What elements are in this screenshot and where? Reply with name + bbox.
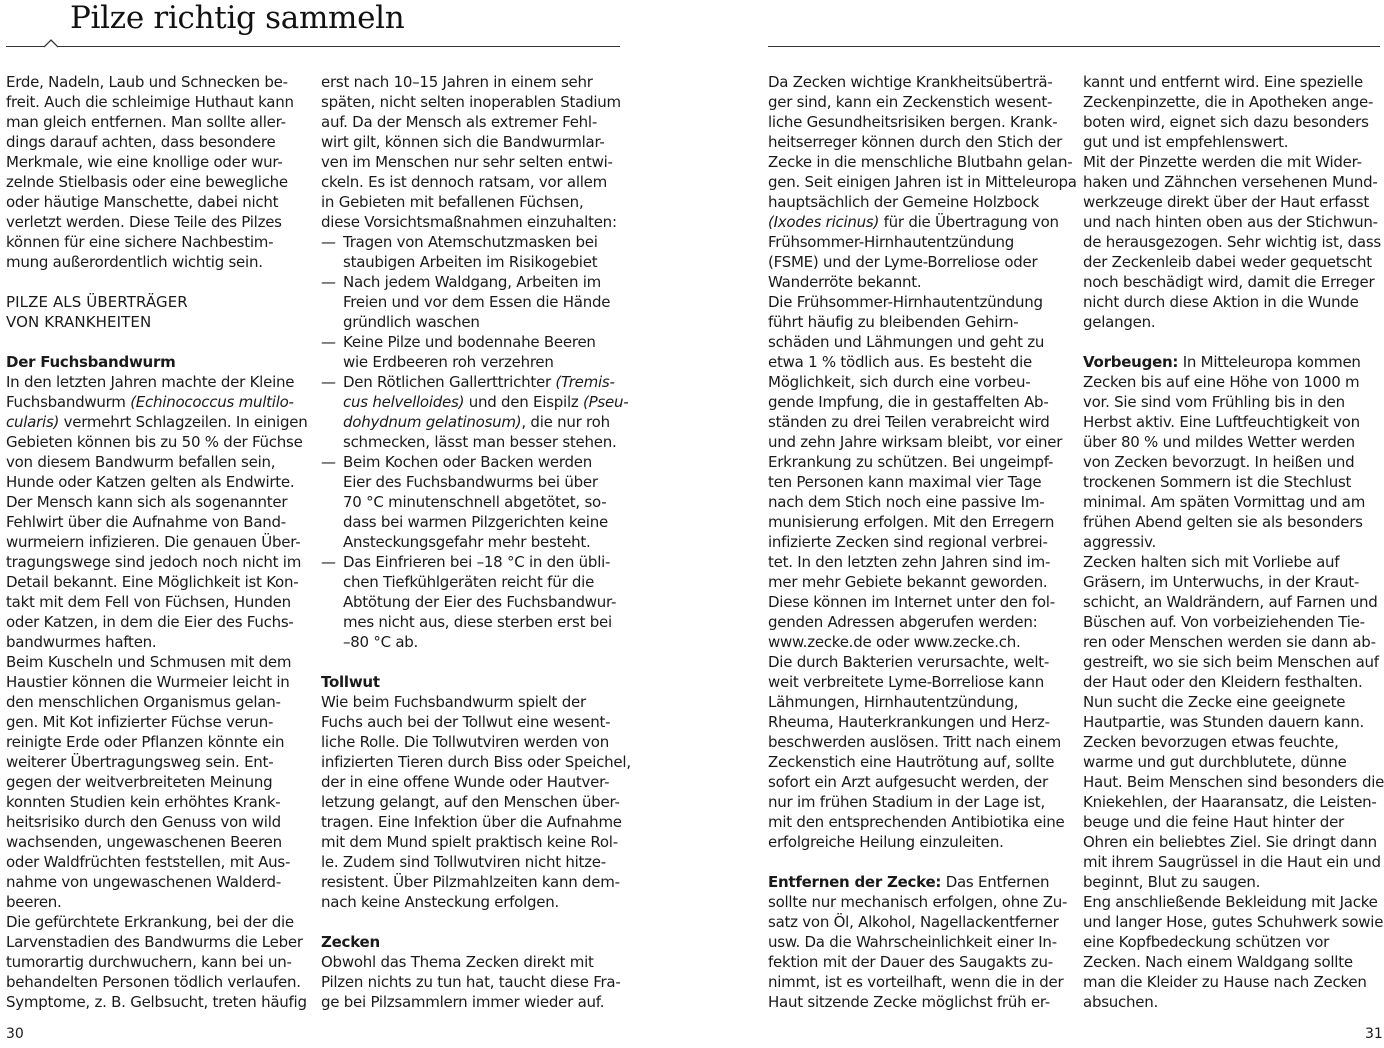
text-line bbox=[321, 492, 621, 512]
text-line bbox=[321, 572, 621, 592]
column-4 bbox=[1083, 72, 1383, 1012]
text-line: Zecken. Nach einem Waldgang sollte bbox=[1083, 953, 1353, 971]
text-line bbox=[768, 872, 1068, 892]
text-line: schäden und Lähmungen und geht zu bbox=[768, 333, 1045, 351]
text-run: Abtötung der Eier des Fuchsbandwur- bbox=[343, 593, 617, 611]
text-line: ckeln. Es ist dennoch ratsam, vor allem bbox=[321, 173, 607, 191]
text-line: und langer Hose, gutes Schuhwerk sowie bbox=[1083, 913, 1384, 931]
text-line: gende Impfung, die in gestaffelten Ab- bbox=[768, 393, 1049, 411]
text-line: freit. Auch die schleimige Huthaut kann bbox=[6, 93, 294, 111]
text-line bbox=[6, 412, 306, 432]
text-line: Wanderröte bekannt. bbox=[768, 273, 922, 291]
text-line bbox=[321, 472, 621, 492]
text-line: Gräsern, im Unterwuchs, in der Kraut- bbox=[1083, 573, 1360, 591]
text-line: Symptome, z. B. Gelbsucht, treten häufig bbox=[6, 993, 307, 1011]
text-line: beschwerden auslösen. Tritt nach einem bbox=[768, 733, 1061, 751]
text-line: resistent. Über Pilzmahlzeiten kann dem- bbox=[321, 873, 620, 891]
section-heading: PILZE ALS ÜBERTRÄGER bbox=[6, 293, 188, 311]
text-line: von diesem Bandwurm befallen sein, bbox=[6, 453, 276, 471]
text-line: beginnt, Blut zu saugen. bbox=[1083, 873, 1261, 891]
text-line: warme und gut durchblutete, dünne bbox=[1083, 753, 1347, 771]
text-line bbox=[1083, 332, 1383, 352]
text-line bbox=[321, 532, 621, 552]
text-line: Fuchs auch bei der Tollwut eine wesent- bbox=[321, 713, 611, 731]
text-line: Gebieten können bis zu 50 % der Füchse bbox=[6, 433, 303, 451]
text-line bbox=[321, 372, 621, 392]
text-line: haken und Zähnchen versehenen Mund- bbox=[1083, 173, 1378, 191]
text-line: auf. Da der Mensch als extremer Fehl- bbox=[321, 113, 598, 131]
text-line: liche Rolle. Die Tollwutviren werden von bbox=[321, 733, 609, 751]
text-line: Nun sucht die Zecke eine geeignete bbox=[1083, 693, 1346, 711]
text-line bbox=[6, 272, 306, 292]
text-line: Wie beim Fuchsbandwurm spielt der bbox=[321, 693, 586, 711]
text-line: und nach hinten oben aus der Stichwun- bbox=[1083, 213, 1378, 231]
text-run: , die nur roh bbox=[521, 413, 610, 431]
text-line bbox=[321, 912, 621, 932]
text-line: Haut sitzende Zecke möglichst früh er- bbox=[768, 993, 1050, 1011]
text-run: –80 °C ab. bbox=[343, 633, 419, 651]
text-line: den menschlichen Organismus gelan- bbox=[6, 693, 281, 711]
text-line bbox=[321, 632, 621, 652]
text-line: Ohren ein beliebtes Ziel. Sie dringt dann bbox=[1083, 833, 1377, 851]
text-line: hauptsächlich der Gemeine Holzbock bbox=[768, 193, 1039, 211]
text-line: liche Gesundheitsrisiken bergen. Krank- bbox=[768, 113, 1058, 131]
text-line: nahme von ungewaschenen Walderd- bbox=[6, 873, 281, 891]
text-line: nimmt, ist es vorteilhaft, wenn die in der bbox=[768, 973, 1064, 991]
text-line: letzung gelangt, auf den Menschen über- bbox=[321, 793, 620, 811]
text-line: von Zecken bevorzugt. In heißen und bbox=[1083, 453, 1355, 471]
text-run: Fuchsbandwurm bbox=[6, 393, 131, 411]
text-line: ge bei Pilzsammlern immer wieder auf. bbox=[321, 993, 605, 1011]
bullet-dash: — bbox=[321, 333, 336, 351]
text-line: Der Mensch kann sich als sogenannter bbox=[6, 493, 288, 511]
text-line bbox=[321, 232, 621, 252]
text-line: können für eine sichere Nachbestim- bbox=[6, 233, 274, 251]
text-run: für die Übertragung von bbox=[879, 213, 1059, 231]
text-run: In Mitteleuropa kommen bbox=[1178, 353, 1361, 371]
text-line: Obwohl das Thema Zecken direkt mit bbox=[321, 953, 594, 971]
text-line: trockenen Sommern ist die Stechlust bbox=[1083, 473, 1352, 491]
text-line bbox=[321, 332, 621, 352]
text-line: mung außerordentlich wichtig sein. bbox=[6, 253, 263, 271]
text-line: Die durch Bakterien verursachte, welt- bbox=[768, 653, 1050, 671]
text-run: Keine Pilze und bodennahe Beeren bbox=[343, 333, 596, 351]
text-line: führt häufig zu bleibenden Gehirn- bbox=[768, 313, 1019, 331]
text-line: nur im frühen Stadium in der Lage ist, bbox=[768, 793, 1045, 811]
page-title: Pilze richtig sammeln bbox=[70, 0, 405, 36]
text-line bbox=[6, 332, 306, 352]
text-line: in Gebieten mit befallenen Füchsen, bbox=[321, 193, 584, 211]
text-line: Diese können im Internet unter den fol- bbox=[768, 593, 1055, 611]
text-line: bandwurmes haften. bbox=[6, 633, 157, 651]
text-line: oder Katzen, in dem die Eier des Fuchs- bbox=[6, 613, 294, 631]
text-run: Nach jedem Waldgang, Arbeiten im bbox=[343, 273, 602, 291]
text-line: man die Kleider zu Hause nach Zecken bbox=[1083, 973, 1367, 991]
text-line bbox=[321, 652, 621, 672]
text-line: tragungswege sind jedoch noch nicht im bbox=[6, 553, 302, 571]
text-line: zelnde Stielbasis oder eine bewegliche bbox=[6, 173, 288, 191]
text-line: werkzeuge direkt über der Haut erfasst bbox=[1083, 193, 1369, 211]
text-line: gestreift, wo sie sich beim Menschen auf bbox=[1083, 653, 1379, 671]
text-line: tragen. Eine Infektion über die Aufnahme bbox=[321, 813, 622, 831]
text-line bbox=[321, 552, 621, 572]
text-line: ten Personen kann maximal vier Tage bbox=[768, 473, 1042, 491]
text-line: absuchen. bbox=[1083, 993, 1159, 1011]
text-run: Ansteckungsgefahr mehr besteht. bbox=[343, 533, 591, 551]
text-line: usw. Da die Wahrscheinlichkeit einer In- bbox=[768, 933, 1057, 951]
text-line bbox=[321, 252, 621, 272]
italic-run: (Ixodes ricinus) bbox=[768, 213, 880, 231]
text-run: und den Eispilz bbox=[464, 393, 584, 411]
text-line: www.zecke.de oder www.zecke.ch. bbox=[768, 633, 1021, 651]
text-line: de herausgezogen. Sehr wichtig ist, dass bbox=[1083, 233, 1381, 251]
text-line: ren oder Menschen werden sie dann ab- bbox=[1083, 633, 1376, 651]
text-line: eine Kopfbedeckung schützen vor bbox=[1083, 933, 1330, 951]
text-line: In den letzten Jahren machte der Kleine bbox=[6, 373, 295, 391]
text-line: kannt und entfernt wird. Eine spezielle bbox=[1083, 73, 1363, 91]
text-line: sofort ein Arzt aufgesucht werden, der bbox=[768, 773, 1048, 791]
text-run: schmecken, lässt man besser stehen. bbox=[343, 433, 617, 451]
text-line: beuge und die feine Haut hinter der bbox=[1083, 813, 1344, 831]
text-run: dass bei warmen Pilzgerichten keine bbox=[343, 513, 608, 531]
text-line: boten wird, eignet sich dazu besonders bbox=[1083, 113, 1369, 131]
bullet-dash: — bbox=[321, 273, 336, 291]
bold-run: Zecken bbox=[321, 933, 380, 951]
text-line: Frühsommer-Hirnhautentzündung bbox=[768, 233, 1015, 251]
text-line: gen. Seit einigen Jahren ist in Mitteleuropa bbox=[768, 173, 1077, 191]
italic-run: (Echinococcus multilo- bbox=[130, 393, 294, 411]
text-line bbox=[321, 272, 621, 292]
text-line: sollte nur mechanisch erfolgen, ohne Zu- bbox=[768, 893, 1068, 911]
bold-run: Entfernen der Zecke: bbox=[768, 873, 942, 891]
text-line: schicht, an Waldrändern, auf Farnen und bbox=[1083, 593, 1378, 611]
text-line: Rheuma, Hauterkrankungen und Herz- bbox=[768, 713, 1050, 731]
column-2 bbox=[321, 72, 631, 1012]
text-line: Zeckenstich eine Hautrötung auf, sollte bbox=[768, 753, 1055, 771]
text-line bbox=[6, 352, 306, 372]
text-line: Hautpartie, was Stunden dauern kann. bbox=[1083, 713, 1365, 731]
text-line: tumorartig durchwuchern, kann bei un- bbox=[6, 953, 292, 971]
text-run: Freien und vor dem Essen die Hände bbox=[343, 293, 611, 311]
bullet-dash: — bbox=[321, 233, 336, 251]
text-line: infizierten Tieren durch Biss oder Speichel, bbox=[321, 753, 631, 771]
text-line: wurmeiern infizieren. Die genauen Über- bbox=[6, 533, 301, 551]
text-line: gut und ist empfehlenswert. bbox=[1083, 133, 1289, 151]
text-line: Die gefürchtete Erkrankung, bei der die bbox=[6, 913, 294, 931]
italic-run: (Pseu- bbox=[583, 393, 629, 411]
text-line: Kniekehlen, der Haaransatz, die Leisten- bbox=[1083, 793, 1377, 811]
text-run: Das Einfrieren bei –18 °C in den übli- bbox=[343, 553, 611, 571]
text-line: und zehn Jahre wirksam bleibt, vor einer bbox=[768, 433, 1063, 451]
section-heading: VON KRANKHEITEN bbox=[6, 313, 152, 331]
text-line: satz von Öl, Alkohol, Nagellackentferner bbox=[768, 913, 1059, 931]
text-line: Merkmale, wie eine knollige oder wur- bbox=[6, 153, 283, 171]
text-line bbox=[321, 612, 621, 632]
text-line: Eng anschließende Bekleidung mit Jacke bbox=[1083, 893, 1378, 911]
text-line: Lähmungen, Hirnhautentzündung, bbox=[768, 693, 1019, 711]
text-line: nach dem Stich noch eine passive Im- bbox=[768, 493, 1045, 511]
text-line bbox=[321, 672, 621, 692]
header-rule-left bbox=[6, 46, 620, 47]
text-run: staubigen Arbeiten im Risikogebiet bbox=[343, 253, 598, 271]
column-3 bbox=[768, 72, 1077, 1012]
bold-run: Der Fuchsbandwurm bbox=[6, 353, 176, 371]
text-line: mer mehr Gebiete bekannt geworden. bbox=[768, 573, 1048, 591]
text-run: 70 °C minutenschnell abgetötet, so- bbox=[343, 493, 607, 511]
text-line bbox=[6, 292, 306, 312]
text-line: Zecke in die menschliche Blutbahn gelan- bbox=[768, 153, 1073, 171]
text-line: konnten Studien kein erhöhtes Krank- bbox=[6, 793, 281, 811]
text-line: ger sind, kann ein Zeckenstich wesent- bbox=[768, 93, 1053, 111]
text-line: über 80 % und mildes Wetter werden bbox=[1083, 433, 1355, 451]
italic-run: cularis) bbox=[6, 413, 60, 431]
text-line: frühen Abend gelten sie als besonders bbox=[1083, 513, 1363, 531]
text-line: aggressiv. bbox=[1083, 533, 1157, 551]
text-line: takt mit dem Fell von Füchsen, Hunden bbox=[6, 593, 291, 611]
text-line: etwa 1 % tödlich aus. Es besteht die bbox=[768, 353, 1032, 371]
text-line: wachsenden, ungewaschenen Beeren bbox=[6, 833, 282, 851]
text-line: Fehlwirt über die Aufnahme von Band- bbox=[6, 513, 286, 531]
italic-run: dohydnum gelatinosum) bbox=[343, 413, 522, 431]
text-line: diese Vorsichtsmaßnahmen einzuhalten: bbox=[321, 213, 617, 231]
text-line bbox=[321, 292, 621, 312]
text-line: nach keine Ansteckung erfolgen. bbox=[321, 893, 560, 911]
text-line: mit dem Mund spielt praktisch keine Rol- bbox=[321, 833, 618, 851]
text-line: Die Frühsommer-Hirnhautentzündung bbox=[768, 293, 1043, 311]
text-line: Haut. Beim Menschen sind besonders die bbox=[1083, 773, 1384, 791]
text-line: vor. Sie sind vom Frühling bis in den bbox=[1083, 393, 1345, 411]
text-line bbox=[768, 212, 1068, 232]
text-line: Erde, Nadeln, Laub und Schnecken be- bbox=[6, 73, 288, 91]
text-run: vermehrt Schlagzeilen. In einigen bbox=[59, 413, 308, 431]
text-line: mit den entsprechenden Antibiotika eine bbox=[768, 813, 1065, 831]
text-line: Larvenstadien des Bandwurms die Leber bbox=[6, 933, 303, 951]
text-line bbox=[321, 412, 621, 432]
bullet-dash: — bbox=[321, 373, 336, 391]
text-run: Eier des Fuchsbandwurms bei über bbox=[343, 473, 598, 491]
bullet-dash: — bbox=[321, 553, 336, 571]
text-line: gelangen. bbox=[1083, 313, 1156, 331]
text-line: fektion mit der Dauer des Saugakts zu- bbox=[768, 953, 1053, 971]
italic-run: cus helvelloides) bbox=[343, 393, 465, 411]
text-line: tet. In den letzten zehn Jahren sind im- bbox=[768, 553, 1051, 571]
text-line: verletzt werden. Diese Teile des Pilzes bbox=[6, 213, 282, 231]
text-run: Das Entfernen bbox=[941, 873, 1050, 891]
text-line: Möglichkeit, sich durch eine vorbeu- bbox=[768, 373, 1031, 391]
bullet-dash: — bbox=[321, 453, 336, 471]
text-line: Zecken bis auf eine Höhe von 1000 m bbox=[1083, 373, 1360, 391]
text-line: erst nach 10–15 Jahren in einem sehr bbox=[321, 73, 593, 91]
text-line: munisierung erfolgen. Mit den Erregern bbox=[768, 513, 1055, 531]
text-line: beeren. bbox=[6, 893, 62, 911]
text-run: gründlich waschen bbox=[343, 313, 480, 331]
text-run: wie Erdbeeren roh verzehren bbox=[343, 353, 554, 371]
text-line: der Zeckenleib dabei weder gequetscht bbox=[1083, 253, 1372, 271]
text-line: Detail bekannt. Eine Möglichkeit ist Kon- bbox=[6, 573, 299, 591]
text-line bbox=[321, 932, 621, 952]
text-line: Zecken halten sich mit Vorliebe auf bbox=[1083, 553, 1340, 571]
text-line: mit ihrem Saugrüssel in die Haut ein und bbox=[1083, 853, 1381, 871]
page-number-left: 30 bbox=[6, 1026, 24, 1042]
text-line: ständen zu drei Teilen verabreicht wird bbox=[768, 413, 1050, 431]
text-line: der in eine offene Wunde oder Hautver- bbox=[321, 773, 610, 791]
text-line: genden Adressen abgerufen werden: bbox=[768, 613, 1038, 631]
text-line: gen. Mit Kot infizierter Füchse verun- bbox=[6, 713, 274, 731]
text-line: behandelten Personen tödlich verlaufen. bbox=[6, 973, 301, 991]
text-line bbox=[321, 392, 629, 412]
text-line: späten, nicht selten inoperablen Stadium bbox=[321, 93, 621, 111]
text-line: oder Waldfrüchten feststellen, mit Aus- bbox=[6, 853, 291, 871]
text-line: erfolgreiche Heilung einzuleiten. bbox=[768, 833, 1004, 851]
bold-run: Tollwut bbox=[321, 673, 380, 691]
text-line bbox=[321, 592, 621, 612]
column-1 bbox=[6, 72, 306, 1012]
text-line: Pilzen nichts zu tun hat, taucht diese Fra- bbox=[321, 973, 621, 991]
text-line bbox=[321, 512, 621, 532]
text-line: reinigte Erde oder Pflanzen könnte ein bbox=[6, 733, 285, 751]
text-line bbox=[321, 352, 621, 372]
text-line: Hunde oder Katzen gelten als Endwirte. bbox=[6, 473, 295, 491]
text-line: Haustier können die Wurmeier leicht in bbox=[6, 673, 290, 691]
text-line: nicht durch diese Aktion in die Wunde bbox=[1083, 293, 1359, 311]
text-run: Den Rötlichen Gallerttrichter bbox=[343, 373, 556, 391]
text-line: Beim Kuscheln und Schmusen mit dem bbox=[6, 653, 292, 671]
text-run: Tragen von Atemschutzmasken bei bbox=[343, 233, 598, 251]
text-run: mes nicht aus, diese sterben erst bei bbox=[343, 613, 612, 631]
text-line bbox=[768, 852, 1068, 872]
text-line: minimal. Am späten Vormittag und am bbox=[1083, 493, 1366, 511]
text-line: noch beschädigt wird, damit die Erreger bbox=[1083, 273, 1375, 291]
text-run: Beim Kochen oder Backen werden bbox=[343, 453, 592, 471]
text-line: Herbst aktiv. Eine Luftfeuchtigkeit von bbox=[1083, 413, 1360, 431]
text-line bbox=[321, 452, 621, 472]
text-line bbox=[1083, 352, 1383, 372]
text-line bbox=[321, 312, 621, 332]
text-line: infizierte Zecken sind regional verbrei- bbox=[768, 533, 1048, 551]
text-line: wirt gilt, können sich die Bandwurmlar- bbox=[321, 133, 605, 151]
text-line: Zecken bevorzugen etwas feuchte, bbox=[1083, 733, 1339, 751]
text-line: Da Zecken wichtige Krankheitsüberträ- bbox=[768, 73, 1053, 91]
text-line: weiterer Übertragungsweg sein. Ent- bbox=[6, 753, 274, 771]
text-line: der Haut oder den Kleidern festhalten. bbox=[1083, 673, 1363, 691]
header-rule-right bbox=[768, 46, 1380, 47]
text-line: Erkrankung zu schützen. Bei ungeimpf- bbox=[768, 453, 1054, 471]
italic-run: (Tremis- bbox=[555, 373, 615, 391]
text-line: man gleich entfernen. Man sollte aller- bbox=[6, 113, 286, 131]
text-line bbox=[6, 392, 306, 412]
page-number-right: 31 bbox=[1365, 1026, 1383, 1042]
text-line: weit verbreitete Lyme-Borreliose kann bbox=[768, 673, 1045, 691]
text-line: Büschen auf. Von vorbeiziehenden Tie- bbox=[1083, 613, 1365, 631]
text-line: dings darauf achten, dass besondere bbox=[6, 133, 276, 151]
text-line bbox=[321, 432, 621, 452]
text-line: heitserreger können durch den Stich der bbox=[768, 133, 1062, 151]
text-line: le. Zudem sind Tollwutviren nicht hitze- bbox=[321, 853, 606, 871]
text-line: heitsrisiko durch den Genuss von wild bbox=[6, 813, 281, 831]
header-notch bbox=[44, 39, 58, 48]
text-line: (FSME) und der Lyme-Borreliose oder bbox=[768, 253, 1038, 271]
text-line: Zeckenpinzette, die in Apotheken ange- bbox=[1083, 93, 1374, 111]
bold-run: Vorbeugen: bbox=[1083, 353, 1179, 371]
text-line bbox=[6, 312, 306, 332]
text-line: gegen der weitverbreiteten Meinung bbox=[6, 773, 273, 791]
text-line: Mit der Pinzette werden die mit Wider- bbox=[1083, 153, 1362, 171]
text-line: ven im Menschen nur sehr selten entwi- bbox=[321, 153, 613, 171]
text-line: oder häutige Manschette, dabei nicht bbox=[6, 193, 279, 211]
text-run: chen Tiefkühlgeräten reicht für die bbox=[343, 573, 595, 591]
